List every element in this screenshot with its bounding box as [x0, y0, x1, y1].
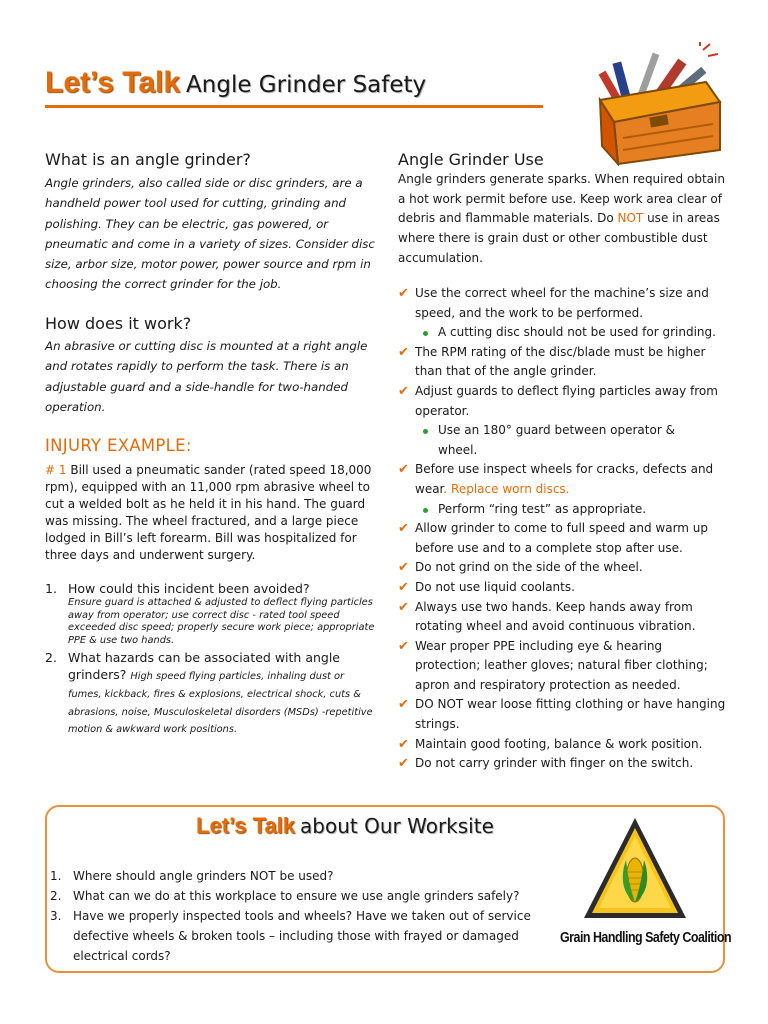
check-icon: ✔ [398, 462, 409, 478]
check-icon: ✔ [398, 638, 409, 654]
worksite-title [196, 813, 596, 845]
checklist-item [398, 754, 728, 774]
checklist-item [398, 735, 728, 755]
use-heading: Angle Grinder Use [398, 150, 544, 169]
check-icon: ✔ [398, 697, 409, 713]
subitem-text: A cutting disc should not be used for grinding. [438, 325, 716, 340]
bullet-dot-icon [423, 331, 428, 336]
question-number: 2. [45, 650, 57, 666]
worksite-question [50, 906, 550, 966]
checklist-item [398, 284, 728, 323]
checklist-item [398, 598, 728, 637]
bullet-dot-icon [423, 508, 428, 513]
toolbox-icon [588, 42, 730, 166]
injury-number: # 1 [45, 463, 67, 477]
what-heading: What is an angle grinder? [45, 150, 251, 169]
worksite-question [50, 866, 550, 886]
check-icon: ✔ [398, 521, 409, 537]
checklist-text: The RPM rating of the disc/blade must be higher than that of the angle grinder. [415, 344, 706, 379]
checklist-item [398, 695, 728, 734]
subitem-text: Use an 180° guard between operator & wheel. [438, 423, 675, 457]
checklist-text: Wear proper PPE including eye & hearing protection; leather gloves; natural fiber clothing; apron and respiratory protection as needed. [415, 638, 708, 692]
use-body [398, 170, 728, 269]
checklist-item [398, 578, 728, 598]
worksite-question [50, 886, 550, 906]
title-underline [45, 105, 543, 108]
checklist [398, 284, 728, 774]
title-lets-talk: Let’s Talk [45, 66, 181, 99]
question-item [45, 649, 375, 736]
question-item [45, 580, 375, 647]
how-heading: How does it work? [45, 314, 192, 333]
checklist-text: Do not grind on the side of the wheel. [415, 560, 643, 575]
checklist-item [398, 558, 728, 578]
checklist-text: DO NOT wear loose fitting clothing or have hanging strings. [415, 697, 726, 732]
checklist-item [398, 519, 728, 558]
checklist-subitem [398, 421, 728, 460]
warning-sign-icon [580, 814, 690, 926]
checklist-text: Do not use liquid coolants. [415, 579, 575, 594]
checklist-text: Do not carry grinder with finger on the switch. [415, 756, 694, 771]
question-text: What hazards can be associated with angle grinders? [68, 650, 340, 683]
check-icon: ✔ [398, 286, 409, 301]
injury-body [45, 462, 375, 564]
use-body-not: NOT [617, 211, 644, 226]
check-icon: ✔ [398, 599, 409, 615]
title-topic: Angle Grinder Safety [186, 72, 427, 98]
checklist-highlight: Replace worn discs. [451, 481, 570, 496]
worksite-question-list [50, 866, 550, 966]
checklist-text: Always use two hands. Keep hands away from rotating wheel and avoid continuous vibration. [415, 599, 696, 634]
use-body-part1: Angle grinders generate sparks. When required obtain a hot work permit before use. Keep work area clear of debris and flammable materials. Do [398, 172, 725, 226]
question-number: 1. [45, 581, 57, 596]
worksite-title-rest: about Our Worksite [300, 814, 494, 838]
worksite-question-number: 3. [50, 909, 62, 923]
checklist-text: Adjust guards to deflect flying particles away from operator. [415, 383, 718, 418]
checklist-text: Allow grinder to come to full speed and warm up before use and to a complete stop after use. [415, 521, 709, 555]
question-answer: Ensure guard is attached & adjusted to deflect flying particles away from operator; use correct disc - rated tool speed exceeded disc speed; properly secure work piece; appropriate PPE & use two hands. [68, 597, 375, 646]
question-text: How could this incident been avoided? [68, 581, 310, 596]
injury-heading: INJURY EXAMPLE: [45, 436, 192, 455]
coalition-logo-text: Grain Handling Safety Coalition [560, 930, 732, 946]
check-icon: ✔ [398, 579, 409, 595]
worksite-title-lets-talk: Let’s Talk [196, 813, 296, 838]
worksite-question-number: 2. [50, 889, 62, 903]
subitem-text: Perform “ring test” as appropriate. [438, 501, 647, 516]
worksite-question-text: Have we properly inspected tools and wheels? Have we taken out of service defective wheels & broken tools – including those with frayed or damaged electrical cords? [73, 909, 531, 963]
what-body: Angle grinders, also called side or disc grinders, are a handheld power tool used for cutting, grinding and polishing. They can be electric, gas powered, or pneumatic and come in a variety of sizes. Consider disc size, arbor size, motor power, power source and rpm in choosing the correct grinder for the job. [45, 176, 375, 292]
checklist-text: Use the correct wheel for the machine’s size and speed, and the work to be performed. [415, 286, 709, 320]
worksite-question-number: 1. [50, 869, 62, 883]
check-icon: ✔ [398, 756, 409, 772]
checklist-item [398, 343, 728, 382]
checklist-item [398, 382, 728, 421]
checklist-subitem [398, 500, 728, 520]
question-list [45, 580, 375, 737]
checklist-subitem [398, 323, 728, 343]
checklist-text: Before use inspect wheels for cracks, defects and wear [415, 462, 714, 496]
check-icon: ✔ [398, 344, 409, 360]
checklist-item [398, 637, 728, 696]
checklist-text: Maintain good footing, balance & work position. [415, 736, 703, 751]
worksite-question-text: Where should angle grinders NOT be used? [73, 869, 334, 883]
worksite-question-text: What can we do at this workplace to ensure we use angle grinders safely? [73, 889, 520, 903]
check-icon: ✔ [398, 560, 409, 576]
question-answer: High speed flying particles, inhaling dust or fumes, kickback, fires & explosions, electrical shock, cuts & abrasions, noise, Musculoskeletal disorders (MSDs) -repetitive motion & awkward work positions. [68, 671, 373, 736]
checklist-item: ✔ Before use inspect wheels for cracks, defects and wear. Replace worn discs. [398, 462, 714, 496]
how-body: An abrasive or cutting disc is mounted at a right angle and rotates rapidly to perform the task. There is an adjustable guard and a side-handle for two-handed operation. [45, 339, 368, 414]
check-icon: ✔ [398, 736, 409, 752]
use-body-part2: use in areas where there is grain dust or other combustible dust accumulation. [398, 211, 720, 265]
check-icon: ✔ [398, 383, 409, 399]
bullet-dot-icon [423, 429, 428, 434]
injury-text: Bill used a pneumatic sander (rated speed 18,000 rpm), equipped with an 11,000 rpm abrasive wheel to cut a welded bolt as he held it in his hand. The guard was missing. The wheel fractured, and a large piece lodged in Bill’s left forearm. Bill was hospitalized for three days and underwent surgery. [45, 463, 372, 562]
page-title [45, 66, 545, 106]
